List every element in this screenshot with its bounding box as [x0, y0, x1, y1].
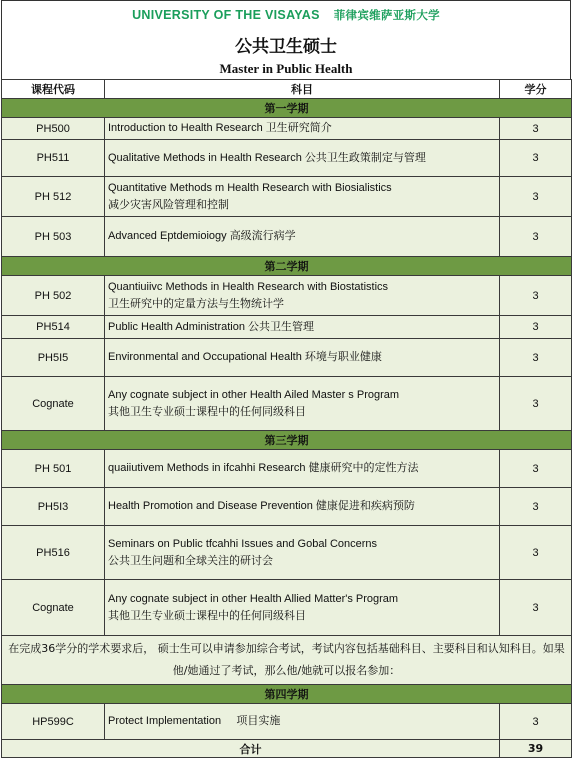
course-credits: 3: [500, 339, 572, 377]
course-name-line: Quantitative Methods m Health Research with Biosialistics: [108, 181, 392, 194]
course-name-line: Seminars on Public tfcahhi Issues and Gobal Concerns: [108, 537, 378, 550]
university-name-en: UNIVERSITY OF THE VISAYAS: [132, 8, 320, 22]
course-code: PH5I5: [2, 339, 105, 377]
course-credits: 3: [500, 526, 572, 580]
semester-4-label: 第四学期: [2, 685, 572, 704]
curriculum-table: [1, 79, 572, 758]
course-credits: 3: [500, 488, 572, 526]
course-credits: 3: [500, 450, 572, 488]
program-title-en: Master in Public Health: [219, 61, 353, 76]
course-code: PH 502: [2, 276, 105, 316]
semester-1-header: [2, 99, 572, 118]
column-header-row: [2, 80, 572, 99]
course-code: PH500: [2, 118, 105, 140]
course-name: [105, 217, 500, 257]
table-row: [2, 177, 572, 217]
course-name-line-cn: 卫生研究中的定量方法与生物统计学: [108, 297, 284, 310]
course-code: PH514: [2, 316, 105, 339]
course-name-line: Any cognate subject in other Health Allied Matter's Program: [108, 592, 399, 605]
semester-3-label: 第三学期: [2, 431, 572, 450]
course-code: PH 512: [2, 177, 105, 217]
course-name: [105, 140, 500, 177]
course-name: [105, 377, 500, 431]
course-name: [105, 580, 500, 636]
course-name-line-cn: 其他卫生专业硕士课程中的任何同级科目: [108, 609, 306, 622]
course-code: PH511: [2, 140, 105, 177]
course-name-line: Protect Implementation 项目实施: [108, 715, 281, 727]
table-row: [2, 339, 572, 377]
university-banner: [2, 1, 570, 29]
course-name: [105, 450, 500, 488]
table-row: [2, 140, 572, 177]
course-name-line-cn: 减少灾害风险管理和控制: [108, 198, 229, 211]
table-row: [2, 217, 572, 257]
table-row: [2, 526, 572, 580]
column-header-subject: 科目: [105, 80, 500, 99]
total-row: [2, 740, 572, 758]
university-name-cn: 菲律宾维萨亚斯大学: [333, 8, 440, 22]
course-code: HP599C: [2, 704, 105, 740]
course-credits: 3: [500, 276, 572, 316]
table-row: [2, 580, 572, 636]
course-name: [105, 526, 500, 580]
course-name: [105, 118, 500, 140]
course-code: PH 501: [2, 450, 105, 488]
table-row: [2, 276, 572, 316]
course-name: [105, 276, 500, 316]
course-credits: 3: [500, 704, 572, 740]
course-code: Cognate: [2, 377, 105, 431]
semester-4-header: [2, 685, 572, 704]
total-label: 合计: [2, 740, 500, 758]
course-name: [105, 316, 500, 339]
course-name: [105, 177, 500, 217]
table-row: [2, 488, 572, 526]
course-name-line-cn: 公共卫生问题和全球关注的研讨会: [108, 554, 273, 567]
course-name-line: Environmental and Occupational Health 环境与职业健康: [108, 351, 382, 363]
table-row: [2, 118, 572, 140]
exam-note: 在完成36学分的学术要求后， 硕士生可以申请参加综合考试，考试内容包括基础科目、主要科目和认知科目。如果他/她通过了考试，那么他/她就可以报名参加：: [2, 636, 572, 685]
semester-3-header: [2, 431, 572, 450]
semester-1-label: 第一学期: [2, 99, 572, 118]
course-credits: 3: [500, 316, 572, 339]
table-row: [2, 704, 572, 740]
exam-note-row: [2, 636, 572, 685]
total-credits: 39: [500, 740, 572, 758]
course-name-line: quaiiutivem Methods in ifcahhi Research 健康研究中的定性方法: [108, 462, 419, 474]
course-code: PH516: [2, 526, 105, 580]
table-row: [2, 377, 572, 431]
course-name: [105, 488, 500, 526]
course-name-line: Any cognate subject in other Health Ailed Master s Program: [108, 388, 400, 401]
course-credits: 3: [500, 580, 572, 636]
course-code: PH5I3: [2, 488, 105, 526]
curriculum-sheet: [1, 0, 571, 758]
course-name: [105, 704, 500, 740]
course-name-line: Health Promotion and Disease Prevention 健康促进和疾病预防: [108, 500, 415, 512]
semester-2-header: [2, 257, 572, 276]
course-name-line: Advanced Eptdemioiogy 高级流行病学: [108, 230, 296, 242]
course-credits: 3: [500, 177, 572, 217]
course-credits: 3: [500, 140, 572, 177]
course-name: [105, 339, 500, 377]
course-name-line: Introduction to Health Research 卫生研究简介: [108, 122, 332, 134]
course-credits: 3: [500, 217, 572, 257]
course-name-line-cn: 其他卫生专业硕士课程中的任何同级科目: [108, 405, 306, 418]
course-code: PH 503: [2, 217, 105, 257]
course-code: Cognate: [2, 580, 105, 636]
course-name-line: Qualitative Methods in Health Research 公共卫生政策制定与管理: [108, 151, 426, 164]
program-title-cn: 公共卫生硕士: [235, 36, 337, 57]
course-name-line: Quantiuiivc Methods in Health Research with Biostatistics: [108, 280, 389, 293]
table-row: [2, 316, 572, 339]
column-header-credits: 学分: [500, 80, 572, 99]
column-header-code: 课程代码: [2, 80, 105, 99]
course-credits: 3: [500, 118, 572, 140]
table-row: [2, 450, 572, 488]
course-credits: 3: [500, 377, 572, 431]
course-name-line: Public Health Administration 公共卫生管理: [108, 320, 315, 333]
document-header: [1, 0, 571, 79]
semester-2-label: 第二学期: [2, 257, 572, 276]
